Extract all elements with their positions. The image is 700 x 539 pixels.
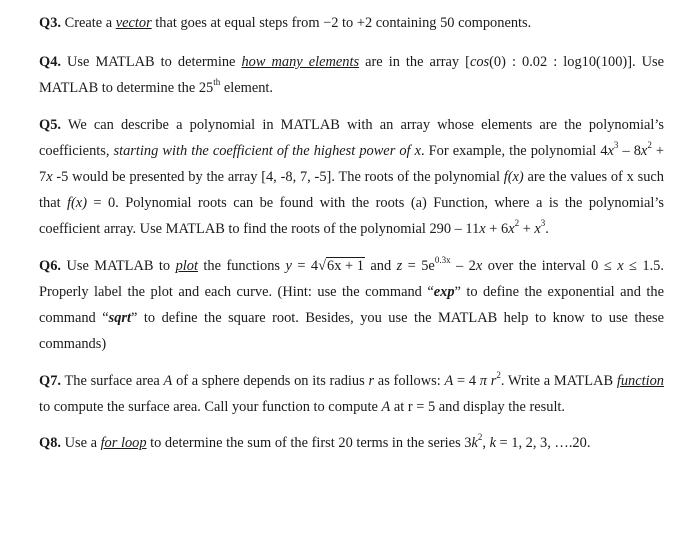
math-var: x <box>475 258 483 274</box>
text: ” to define the square root. Besides, you use the MATLAB help to know to use these commands) <box>39 310 664 352</box>
radicand: 6x + 1 <box>327 258 364 274</box>
command-name: sqrt <box>108 310 132 326</box>
text: The surface area <box>61 373 164 389</box>
text: + 6 <box>485 221 509 237</box>
emphasized-term: how many elements <box>241 54 360 70</box>
math-var: x <box>534 221 541 237</box>
text: (0) : 0.02 : log10(100)]. Use MATLAB to determine the 25 <box>39 54 665 96</box>
text: = 5e <box>402 258 435 274</box>
text: Use MATLAB to <box>61 258 176 274</box>
text: over the interval 0 ≤ <box>482 258 618 274</box>
question-7 <box>39 368 664 420</box>
math-var: y <box>285 258 292 274</box>
text: to compute the surface area. Call your function to compute <box>39 399 382 415</box>
text: the functions <box>197 258 286 274</box>
emphasized-term: function <box>616 373 664 389</box>
math-var: A <box>444 373 454 389</box>
text: . For example, the polynomial 4 <box>421 143 608 159</box>
math-var: A <box>381 399 391 415</box>
text: are in the array [ <box>359 54 470 70</box>
text: that goes at equal steps from −2 to +2 containing 50 components. <box>151 15 532 31</box>
math-var: k <box>471 435 478 451</box>
exponent: 2 <box>496 370 501 381</box>
question-number: Q5. <box>39 117 61 133</box>
question-number: Q6. <box>39 258 61 274</box>
command-name: exp <box>433 284 455 300</box>
square-root <box>318 253 365 279</box>
question-number: Q8. <box>39 435 61 451</box>
emphasized-term: vector <box>115 15 152 31</box>
question-6 <box>39 253 664 357</box>
math-var: x <box>607 143 614 159</box>
question-number: Q3. <box>39 15 61 31</box>
text: We can describe a polynomial in MATLAB with an array whose elements are the polynomial’s coefficients, <box>39 117 664 159</box>
text: -5 would be presented by the array [4, -8, 7, -5]. The roots of the polynomial <box>52 169 504 185</box>
text: , <box>482 435 490 451</box>
math-var: z <box>396 258 403 274</box>
emphasized-term: for loop <box>100 435 147 451</box>
radical-sign: √ <box>318 258 326 274</box>
math-var: r <box>368 373 375 389</box>
math-var: x <box>640 143 648 159</box>
question-4 <box>39 49 664 101</box>
text: as follows: <box>374 373 445 389</box>
text: = 4 <box>291 258 319 274</box>
math-var: x <box>508 221 515 237</box>
superscript: th <box>213 77 221 88</box>
text: element. <box>220 80 274 96</box>
text: Create a <box>61 15 116 31</box>
exponent: 0.3x <box>434 255 451 266</box>
exponent: 3 <box>540 218 546 229</box>
question-3 <box>39 10 664 36</box>
math-var: x <box>46 169 53 185</box>
text: are the values of x such that <box>39 169 664 211</box>
math-var: r <box>490 373 497 389</box>
text: – 2 <box>450 258 476 274</box>
emphasized-term: plot <box>175 258 198 274</box>
math-var: x <box>617 258 624 274</box>
exponent: 2 <box>477 432 483 443</box>
exponent: 2 <box>647 140 652 151</box>
math-pi: π <box>479 373 487 389</box>
question-number: Q7. <box>39 373 61 389</box>
question-5 <box>39 112 664 242</box>
exponent: 2 <box>514 218 520 229</box>
math-func: f(x) <box>503 169 524 185</box>
text: ≤ 1.5. Properly label the plot and each curve. (Hint: use the command “ <box>39 258 664 300</box>
text: of a sphere depends on its radius <box>172 373 369 389</box>
exponent: 3 <box>613 140 619 151</box>
question-8 <box>39 430 664 456</box>
text: . Write a MATLAB <box>500 373 617 389</box>
text: + 7 <box>39 143 664 185</box>
text: = 4 <box>453 373 480 389</box>
math-var: k <box>489 435 496 451</box>
math-var: x <box>479 221 486 237</box>
emphasized-phrase: starting with the coefficient of the highest power of x <box>113 143 421 159</box>
math-var: A <box>163 373 173 389</box>
text: to determine the sum of the first 20 terms in the series 3 <box>146 435 472 451</box>
text: ” to define the exponential and the command “ <box>39 284 664 326</box>
text: Use MATLAB to determine <box>61 54 242 70</box>
text: + <box>519 221 535 237</box>
text: – 8 <box>618 143 641 159</box>
math-func: f(x) <box>67 195 87 211</box>
text: Use a <box>61 435 101 451</box>
math-cos: cos <box>469 54 490 70</box>
text: = 1, 2, 3, ….20. <box>495 435 591 451</box>
text: at r = 5 and display the result. <box>390 399 566 415</box>
text: . <box>545 221 549 237</box>
text: = 0. Polynomial roots can be found with the roots (a) Function, where a is the polynomial’s coefficient array. Use MATLAB to find the roots of the polynomial 290 – 11 <box>39 195 664 237</box>
question-number: Q4. <box>39 54 61 70</box>
text: and <box>364 258 397 274</box>
